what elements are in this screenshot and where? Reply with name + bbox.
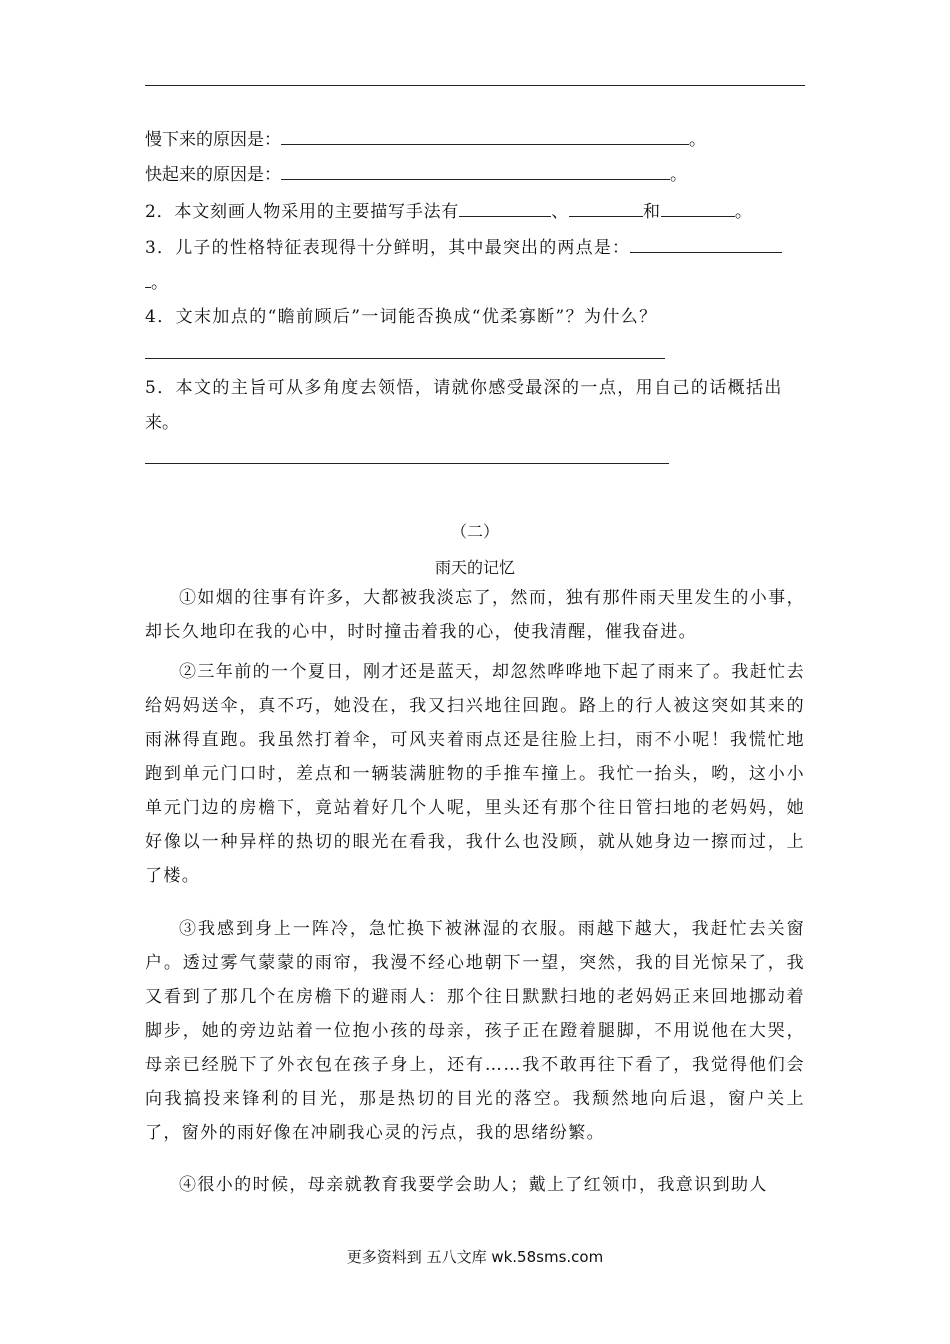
slow-end: 。 [689,130,706,150]
answer-line-q4[interactable] [145,358,665,359]
question-3-cont-row [145,271,168,293]
question-4-row [145,307,658,327]
q2-sep2: 和 [643,202,661,222]
paragraph-3 [145,912,805,1150]
fast-label: 快起来的原因是： [145,165,281,185]
q3-text: 3．儿子的性格特征表现得十分鲜明，其中最突出的两点是： [145,238,631,258]
q2-blank-1[interactable] [459,200,551,217]
paragraph-4-text: ④很小的时候，母亲就教育我要学会助人；戴上了红领巾，我意识到助人 [179,1175,768,1195]
paragraph-3-text: ③我感到身上一阵冷，急忙换下被淋湿的衣服。雨越下越大，我赶忙去关窗户。透过雾气蒙蒙的雨帘，我漫不经心地朝下一望，突然，我的目光惊呆了，我又看到了那几个在房檐下的避雨人：那个往日默默扫地的老妈妈正来回地挪动着脚步，她的旁边站着一位抱小孩的母亲，孩子正在蹬着腿脚，不用说他在大哭，母亲已经脱下了外衣包在孩子身上，还有……我不敢再往下看了，我觉得他们会向我搞投来锋利的目光，那是热切的目光的落空。我颓然地向后退，窗户关上了，窗外的雨好像在冲刷我心灵的污点，我的思绪纷繁。 [145,919,805,1143]
q3-blank[interactable] [630,236,782,253]
q2-end: 。 [734,202,753,222]
question-1-slow-row [145,128,706,150]
question-5-row [145,378,783,398]
answer-line-top [145,85,805,86]
paragraph-2 [145,655,805,893]
question-1-fast-row [145,163,687,185]
slow-label: 慢下来的原因是： [145,130,281,150]
q5-line2: 来。 [145,413,179,433]
answer-line-q5[interactable] [145,463,669,464]
footer-link[interactable]: 更多资料到 五八文库 wk.58sms.com [346,1248,604,1266]
question-2-row [145,200,753,222]
q2-blank-2[interactable] [569,200,643,217]
paragraph-1 [145,581,805,649]
section-number: （二） [450,522,499,541]
paragraph-4 [145,1168,805,1202]
q3-cont: 。 [151,273,168,293]
fast-blank[interactable] [281,163,670,180]
article-title: 雨天的记忆 [434,558,515,577]
paragraph-1-text: ①如烟的往事有许多，大都被我淡忘了，然而，独有那件雨天里发生的小事，却长久地印在我的心中，时时撞击着我的心，使我清醒，催我奋进。 [145,588,805,642]
q2-blank-3[interactable] [661,200,735,217]
question-3-row [145,236,782,258]
q4-text: 4．文末加点的“瞻前顾后”一词能否换成“优柔寡断”？为什么？ [145,307,658,327]
slow-blank[interactable] [281,128,689,145]
fast-end: 。 [670,165,687,185]
q5-line1: 5．本文的主旨可从多角度去领悟，请就你感受最深的一点，用自己的话概括出 [145,378,783,398]
question-5-row-2 [145,413,179,433]
q2-sep1: 、 [551,202,570,222]
q2-text: 2．本文刻画人物采用的主要描写手法有 [145,202,460,222]
paragraph-2-text: ②三年前的一个夏日，刚才还是蓝天，却忽然哗哗地下起了雨来了。我赶忙去给妈妈送伞，真不巧，她没在，我又扫兴地往回跑。路上的行人被这突如其来的雨淋得直跑。我虽然打着伞，可风夹着雨点还是往脸上扫，雨不小呢！我慌忙地跑到单元门口时，差点和一辆装满脏物的手推车撞上。我忙一抬头，哟，这小小单元门边的房檐下，竟站着好几个人呢，里头还有那个往日管扫地的老妈妈，她好像以一种异样的热切的眼光在看我，我什么也没顾，就从她身边一擦而过，上了楼。 [145,662,805,886]
